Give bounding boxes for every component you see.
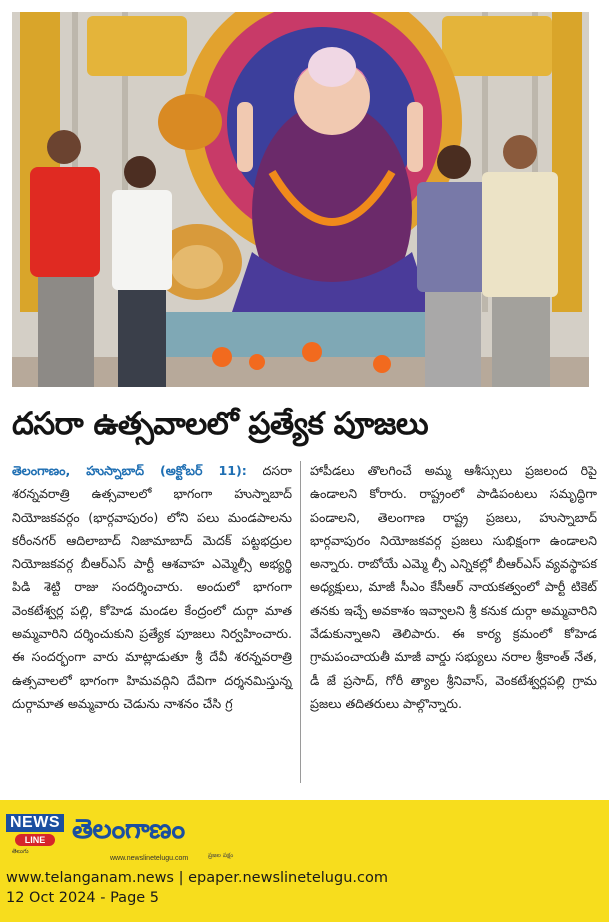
person-2 (112, 156, 172, 387)
article-body (12, 459, 597, 789)
article-photo (12, 12, 589, 387)
article-column-right (310, 459, 597, 715)
article-column-left (12, 459, 292, 715)
article-text-left: దసరా శరన్నవరాత్రి ఉత్సవాలలో భాగంగా హుస్నాబాద్ నియోజకవర్గం (భార్గవాపురం) లోని పలు మండపాలను కరీంనగర్ ఆదిలాబాద్ నిజామాబాద్ మెదక్ పట్టభద్రుల నియోజకవర్గ బీఆర్ఎస్ పార్టీ ఆశవాహ ఎమ్మెల్సీ అభ్యర్థి పిడి శెట్టి రాజు సందర్శించారు. అందులో భాగంగా వెంకటేశ్వర్ల పల్లి, కోహెడ మండల కేంద్రంలో దుర్గా మాత అమ్మవారిని దర్శించుకుని ప్రత్యేక పూజలు నిర్వహించారు. ఈ సందర్భంగా వారు మాట్లాడుతూ శ్రీ దేవీ శరన్నవరాత్రి ఉత్సవాలలో భాగంగా హిమవద్గిని దేవిగా దర్శనమిస్తున్న దుర్గామాత అమ్మవారు చెడును నాశనం చేసి గ్ర (12, 463, 292, 711)
logo-telugu-text: తెలుగు (12, 848, 29, 855)
brand-tagline: ప్రజల పక్షం (208, 852, 234, 859)
page-footer (0, 800, 609, 922)
logo-news-text: NEWS (6, 814, 64, 832)
column-divider (300, 461, 301, 783)
article-dateline: తెలంగాణం, హుస్నాబాద్ (అక్టోబర్ 11): (12, 463, 247, 478)
brand-url[interactable]: www.newslinetelugu.com (110, 855, 189, 862)
person-1 (30, 130, 100, 387)
footer-date-page: 12 Oct 2024 - Page 5 (6, 890, 160, 906)
news-line-logo (6, 814, 64, 855)
footer-links[interactable]: www.telanganam.news | epaper.newslinetelugu.com (6, 870, 388, 886)
article-text-right: హాపీడలు తొలగించే అమ్మ ఆశీస్సులు ప్రజలంద రిపై ఉండాలని కోరారు. రాష్ట్రంలో పాడిపంటలు సమృద్ధిగా పండాలని, తెలంగాణ రాష్ట్ర ప్రజలు, హుస్నాబాద్ భార్గవాపురం నియోజకవర్గ ప్రజలు సుభిక్షంగా ఉండాలని అన్నారు. రాబోయే ఎమ్మె ల్సీ ఎన్నికల్లో బీఆర్ఎస్ వ్యవస్థాపక అధ్యక్షులు, మాజీ సీఎం కేసీఆర్ నాయకత్వంలో పార్టీ టికెట్ తనకు ఇచ్చే అవకాశం ఇవ్వాలని శ్రీ కనుక దుర్గా అమ్మవారిని వేడుకున్నాఅని తెలిపారు. ఈ కార్య క్రమంలో కోహెడ గ్రామపంచాయతీ మాజీ వార్డు సభ్యులు నరాల శ్రీకాంత్ నేత, డీ జే ప్రసాద్, గోరీ త్యాల శ్రీనివాస్, వెంకటేశ్వర్లపల్లి గ్రామ ప్రజలు తదితరులు పాల్గొన్నారు. (310, 463, 597, 711)
durga-idol-photo (12, 12, 589, 387)
logo-line-text: LINE (15, 834, 55, 846)
person-4 (482, 135, 558, 387)
brand-name: తెలంగాణం (72, 814, 185, 845)
article-headline: దసరా ఉత్సవాలలో ప్రత్యేక పూజలు (12, 406, 429, 442)
